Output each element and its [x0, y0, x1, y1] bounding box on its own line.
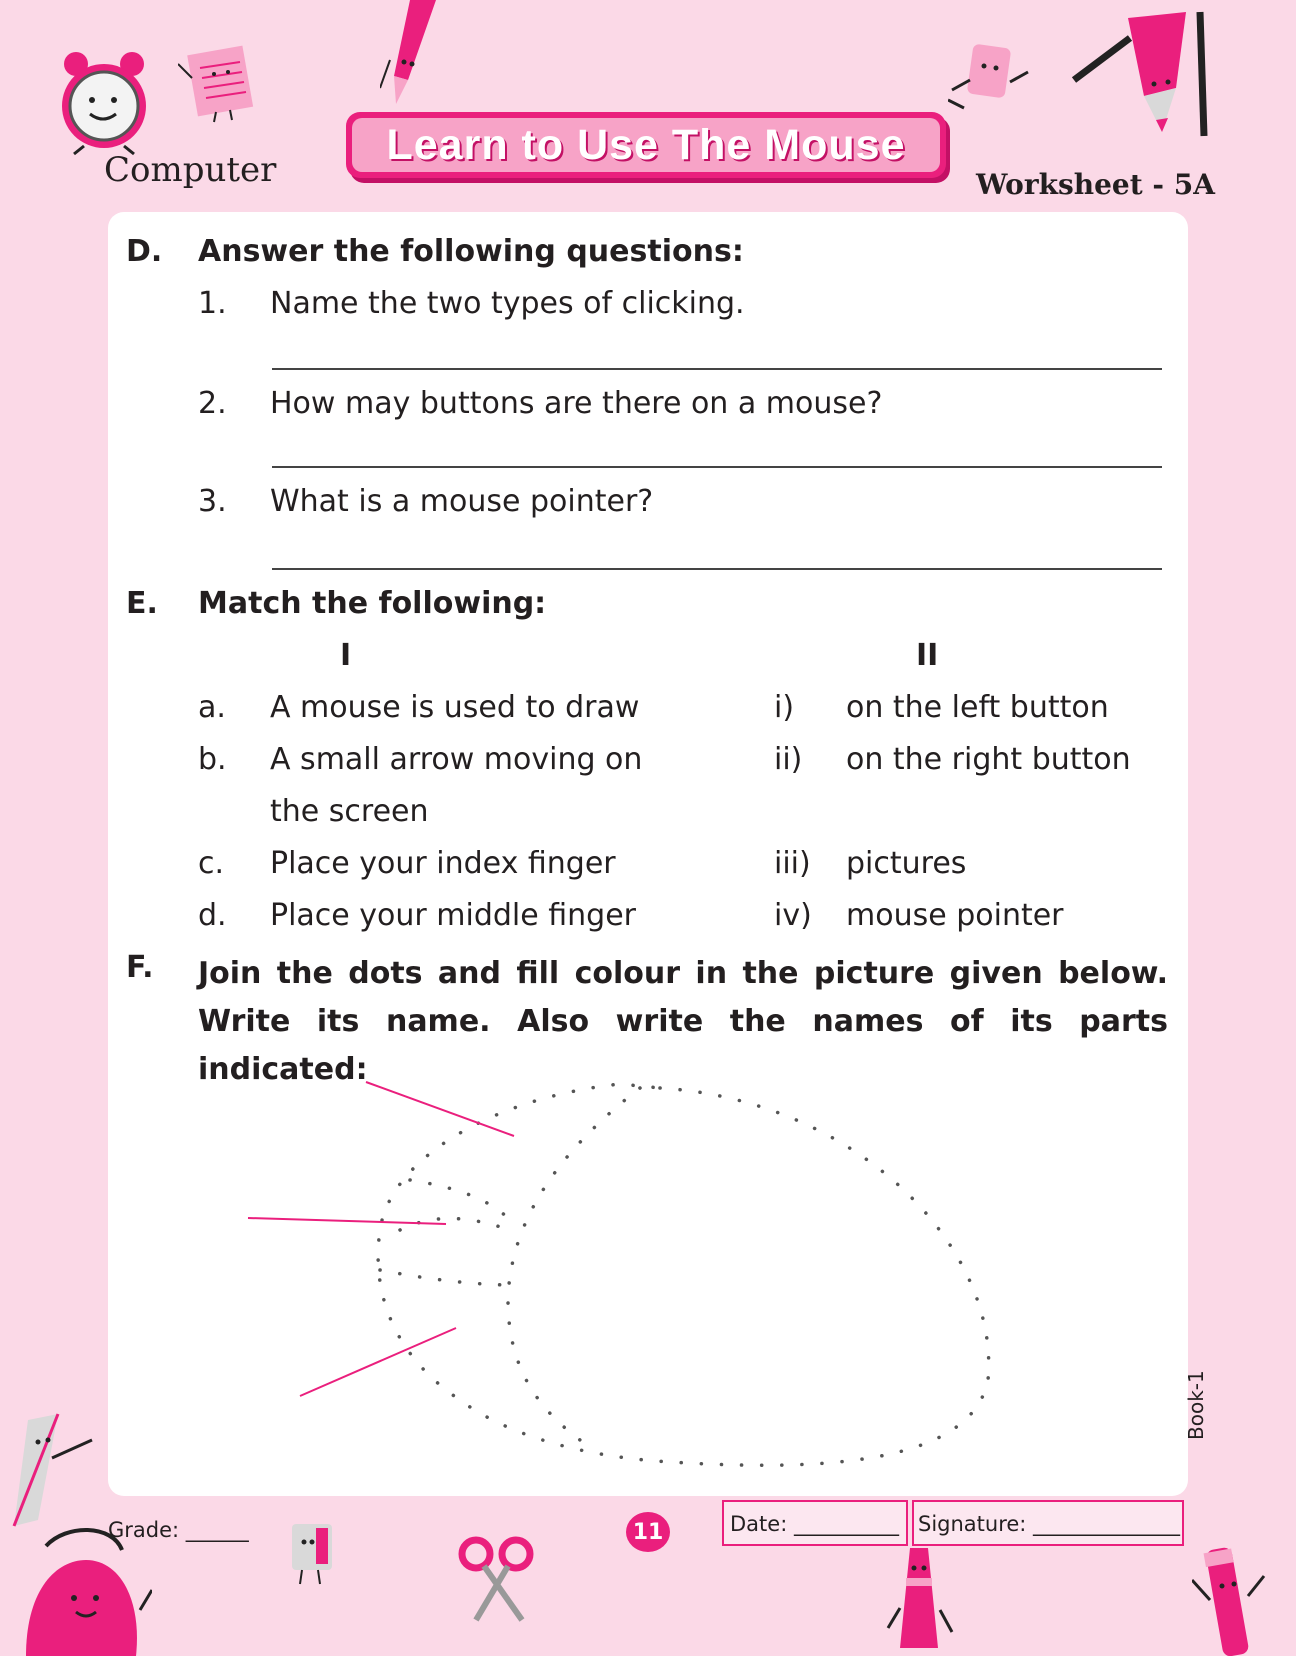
mouse-left-button	[400, 1218, 510, 1230]
question-number: 1.	[198, 286, 227, 321]
pointer-line-bottom	[300, 1328, 456, 1396]
mouse-button-divider	[508, 1088, 640, 1440]
section-f-letter: F.	[126, 950, 154, 985]
question-text: Name the two types of clicking.	[270, 286, 745, 321]
match-right-label: ii)	[774, 742, 803, 777]
match-left-label: a.	[198, 690, 226, 725]
section-d-letter: D.	[126, 234, 163, 269]
section-e-letter: E.	[126, 586, 158, 621]
match-right-text: pictures	[846, 846, 967, 881]
mouse-body-outline	[378, 1084, 989, 1465]
match-left-label: d.	[198, 898, 227, 933]
pointer-line-top	[366, 1082, 514, 1136]
answer-line[interactable]	[272, 568, 1162, 570]
grade-field[interactable]: Grade: ______	[108, 1518, 249, 1542]
date-box[interactable]	[722, 1500, 908, 1546]
match-left-label: c.	[198, 846, 225, 881]
worksheet-number: Worksheet - 5A	[976, 168, 1215, 201]
match-left-label: b.	[198, 742, 227, 777]
question-number: 3.	[198, 484, 227, 519]
question-text: How may buttons are there on a mouse?	[270, 386, 883, 421]
pencil-character-illustration	[1070, 8, 1210, 140]
subject-label: Computer	[104, 150, 277, 190]
book-label: Book-1	[1184, 1370, 1208, 1440]
title-banner	[346, 112, 946, 178]
mouse-scroll-area	[410, 1180, 510, 1220]
page-title: Learn to Use The Mouse	[352, 118, 940, 172]
pencil-illustration	[380, 0, 444, 110]
match-right-text: on the right button	[846, 742, 1131, 777]
question-text: What is a mouse pointer?	[270, 484, 654, 519]
match-right-label: iii)	[774, 846, 811, 881]
crayon-character-illustration	[884, 1548, 954, 1656]
match-right-text: mouse pointer	[846, 898, 1064, 933]
match-left-text: Place your middle finger	[270, 898, 637, 933]
pen-character-illustration	[1192, 1540, 1272, 1656]
ruler-character-illustration	[8, 1410, 94, 1530]
eraser-illustration	[948, 42, 1032, 118]
alarm-clock-illustration	[54, 44, 154, 156]
match-right-label: iv)	[774, 898, 812, 933]
match-left-text: Place your index finger	[270, 846, 616, 881]
notepad-illustration	[178, 44, 262, 124]
match-left-text-continued: the screen	[270, 794, 429, 829]
dotted-mouse-drawing[interactable]	[240, 1070, 1000, 1480]
column-i-heading: I	[340, 638, 352, 673]
match-left-text: A mouse is used to draw	[270, 690, 640, 725]
date-field[interactable]: Date: __________	[730, 1512, 899, 1536]
sharpener-illustration	[282, 1516, 342, 1588]
signature-field[interactable]: Signature: ______________	[918, 1512, 1181, 1536]
answer-line[interactable]	[272, 368, 1162, 370]
signature-box[interactable]	[912, 1500, 1184, 1546]
bag-character-illustration	[16, 1520, 152, 1656]
mouse-button-edge	[380, 1270, 512, 1285]
match-right-label: i)	[774, 690, 795, 725]
section-d-heading: Answer the following questions:	[198, 234, 744, 269]
section-e-heading: Match the following:	[198, 586, 547, 621]
match-right-text: on the left button	[846, 690, 1109, 725]
match-left-text: A small arrow moving on	[270, 742, 643, 777]
question-number: 2.	[198, 386, 227, 421]
section-f-instruction: Join the dots and fill colour in the picture given below. Write its name. Also write the names of its parts indicated:	[198, 956, 1168, 1087]
pointer-line-middle	[248, 1218, 446, 1224]
column-ii-heading: II	[916, 638, 939, 673]
page-number-badge: 11	[626, 1512, 670, 1552]
answer-line[interactable]	[272, 466, 1162, 468]
scissors-illustration	[454, 1534, 538, 1624]
